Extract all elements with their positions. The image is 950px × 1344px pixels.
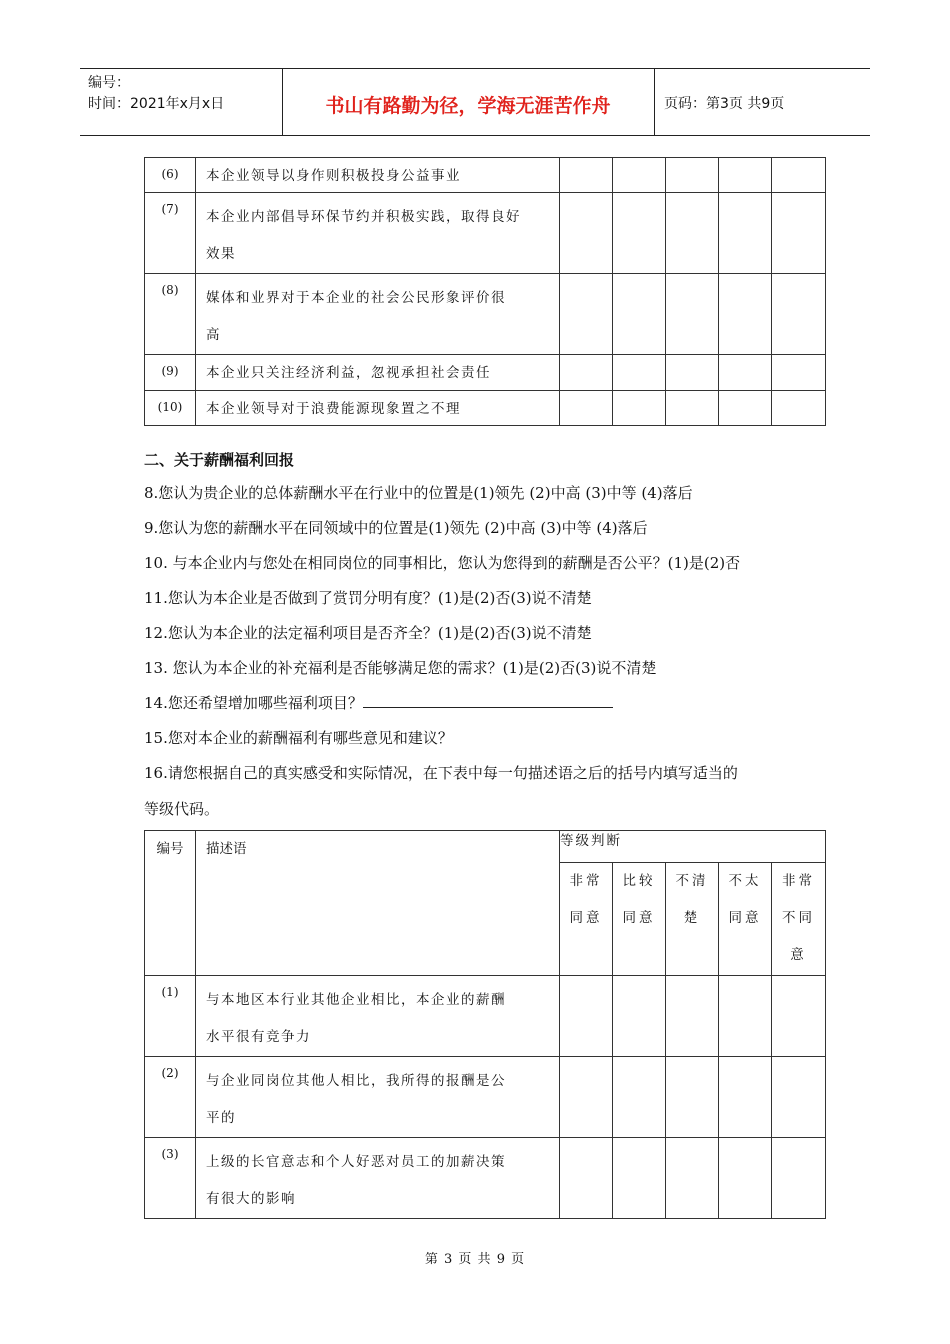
table-row <box>145 1138 826 1219</box>
rating-cell[interactable] <box>719 1138 772 1219</box>
serial-label: 编号： <box>88 75 130 91</box>
row-number: (3) <box>145 1138 196 1219</box>
table-row <box>145 355 826 391</box>
row-description <box>196 193 560 274</box>
row-description <box>196 1057 560 1138</box>
question-10: 10. 与本企业内与您处在相同岗位的同事相比，您认为您得到的薪酬是否公平？(1)是(2)否 <box>144 554 741 572</box>
description-line: 高 <box>206 327 221 343</box>
question-11: 11.您认为本企业是否做到了赏罚分明有度？(1)是(2)否(3)说不清楚 <box>144 589 592 607</box>
level-text: 不清 <box>675 873 709 889</box>
question-14-text: 14.您还希望增加哪些福利项目？ <box>144 694 363 712</box>
rating-cell[interactable] <box>613 158 666 193</box>
row-description <box>196 1138 560 1219</box>
description-line: 与本地区本行业其他企业相比，本企业的薪酬 <box>206 992 506 1008</box>
page-footer: 第 3 页 共 9 页 <box>424 1252 526 1267</box>
rating-cell[interactable] <box>613 976 666 1057</box>
rating-cell[interactable] <box>666 158 719 193</box>
rating-cell[interactable] <box>772 391 826 426</box>
question-12: 12.您认为本企业的法定福利项目是否齐全？(1)是(2)否(3)说不清楚 <box>144 624 592 642</box>
rating-cell[interactable] <box>772 274 826 355</box>
column-header-number: 编号 <box>145 831 196 976</box>
rating-cell[interactable] <box>772 355 826 391</box>
rating-cell[interactable] <box>719 1057 772 1138</box>
description-line: 本企业领导对于浪费能源现象置之不理 <box>206 401 461 417</box>
rating-cell[interactable] <box>560 1138 613 1219</box>
level-text: 不同 <box>782 910 816 926</box>
rating-cell[interactable] <box>613 1138 666 1219</box>
row-description <box>196 391 560 426</box>
description-line: 水平很有竞争力 <box>206 1029 311 1045</box>
description-line: 本企业只关注经济利益，忽视承担社会责任 <box>206 365 491 381</box>
rating-cell[interactable] <box>719 355 772 391</box>
rating-cell[interactable] <box>613 391 666 426</box>
level-text: 不太 <box>728 873 762 889</box>
rating-cell[interactable] <box>772 193 826 274</box>
survey-table-2 <box>144 830 826 1219</box>
level-text: 非常 <box>569 873 603 889</box>
rating-cell[interactable] <box>719 274 772 355</box>
level-option <box>613 863 666 976</box>
rating-cell[interactable] <box>666 274 719 355</box>
rating-cell[interactable] <box>560 274 613 355</box>
table-row <box>145 391 826 426</box>
motto: 书山有路勤为径，学海无涯苦作舟 <box>325 95 611 117</box>
column-header-description: 描述语 <box>196 831 560 976</box>
level-text: 非常 <box>782 873 816 889</box>
description-line: 有很大的影响 <box>206 1191 296 1207</box>
level-option <box>772 863 826 976</box>
rating-cell[interactable] <box>560 976 613 1057</box>
rating-cell[interactable] <box>613 193 666 274</box>
question-16-line2: 等级代码。 <box>144 800 220 818</box>
rating-cell[interactable] <box>719 391 772 426</box>
table-row <box>145 158 826 193</box>
row-number: (8) <box>145 274 196 355</box>
rating-cell[interactable] <box>772 158 826 193</box>
question-13: 13. 您认为本企业的补充福利是否能够满足您的需求？(1)是(2)否(3)说不清楚 <box>144 659 657 677</box>
row-number: (9) <box>145 355 196 391</box>
header-left <box>88 73 224 115</box>
description-line: 与企业同岗位其他人相比，我所得的报酬是公 <box>206 1073 506 1089</box>
rating-cell[interactable] <box>719 976 772 1057</box>
question-14 <box>144 692 613 713</box>
level-text: 同意 <box>569 910 603 926</box>
description-line: 效果 <box>206 246 236 262</box>
rating-cell[interactable] <box>560 355 613 391</box>
rating-cell[interactable] <box>613 1057 666 1138</box>
description-line: 媒体和业界对于本企业的社会公民形象评价很 <box>206 290 506 306</box>
row-number: (7) <box>145 193 196 274</box>
rating-cell[interactable] <box>772 1057 826 1138</box>
row-description <box>196 355 560 391</box>
table-row <box>145 976 826 1057</box>
level-option <box>719 863 772 976</box>
rating-cell[interactable] <box>666 391 719 426</box>
rating-cell[interactable] <box>666 976 719 1057</box>
rating-cell[interactable] <box>719 193 772 274</box>
description-line: 上级的长官意志和个人好恶对员工的加薪决策 <box>206 1154 506 1170</box>
table-header-row <box>145 831 826 863</box>
row-number: (6) <box>145 158 196 193</box>
table-row <box>145 274 826 355</box>
description-line: 本企业领导以身作则积极投身公益事业 <box>206 168 461 184</box>
rating-cell[interactable] <box>666 1057 719 1138</box>
rating-cell[interactable] <box>719 158 772 193</box>
rating-cell[interactable] <box>613 355 666 391</box>
table-row <box>145 193 826 274</box>
table-row <box>145 1057 826 1138</box>
rating-cell[interactable] <box>666 1138 719 1219</box>
date-text: 时间：2021年x月x日 <box>88 96 225 112</box>
page-header <box>80 68 870 136</box>
level-option <box>560 863 613 976</box>
rating-cell[interactable] <box>772 976 826 1057</box>
question-15: 15.您对本企业的薪酬福利有哪些意见和建议？ <box>144 729 453 747</box>
answer-blank[interactable] <box>363 693 613 708</box>
rating-cell[interactable] <box>560 1057 613 1138</box>
page-info: 页码：第3页 共9页 <box>664 96 785 112</box>
question-8: 8.您认为贵企业的总体薪酬水平在行业中的位置是(1)领先 (2)中高 (3)中等 (4)落后 <box>144 484 693 502</box>
rating-cell[interactable] <box>560 193 613 274</box>
level-text: 楚 <box>683 910 701 926</box>
level-text: 比较 <box>622 873 656 889</box>
row-description <box>196 158 560 193</box>
description-line: 平的 <box>206 1110 236 1126</box>
column-header-level: 等级判断 <box>560 831 826 863</box>
row-number: (1) <box>145 976 196 1057</box>
section-title: 二、关于薪酬福利回报 <box>144 451 295 469</box>
question-16-line1: 16.请您根据自己的真实感受和实际情况，在下表中每一句描述语之后的括号内填写适当的 <box>144 764 738 782</box>
rating-cell[interactable] <box>560 391 613 426</box>
rating-cell[interactable] <box>666 193 719 274</box>
level-text: 同意 <box>622 910 656 926</box>
row-number: (2) <box>145 1057 196 1138</box>
header-divider <box>654 69 655 135</box>
rating-cell[interactable] <box>666 355 719 391</box>
row-description <box>196 976 560 1057</box>
rating-cell[interactable] <box>560 158 613 193</box>
question-9: 9.您认为您的薪酬水平在同领域中的位置是(1)领先 (2)中高 (3)中等 (4)落后 <box>144 519 648 537</box>
rating-cell[interactable] <box>613 274 666 355</box>
level-text: 意 <box>790 947 807 963</box>
survey-table-1 <box>144 157 826 426</box>
rating-cell[interactable] <box>772 1138 826 1219</box>
row-number: (10) <box>145 391 196 426</box>
level-option <box>666 863 719 976</box>
level-text: 同意 <box>728 910 762 926</box>
description-line: 本企业内部倡导环保节约并积极实践，取得良好 <box>206 209 521 225</box>
row-description <box>196 274 560 355</box>
